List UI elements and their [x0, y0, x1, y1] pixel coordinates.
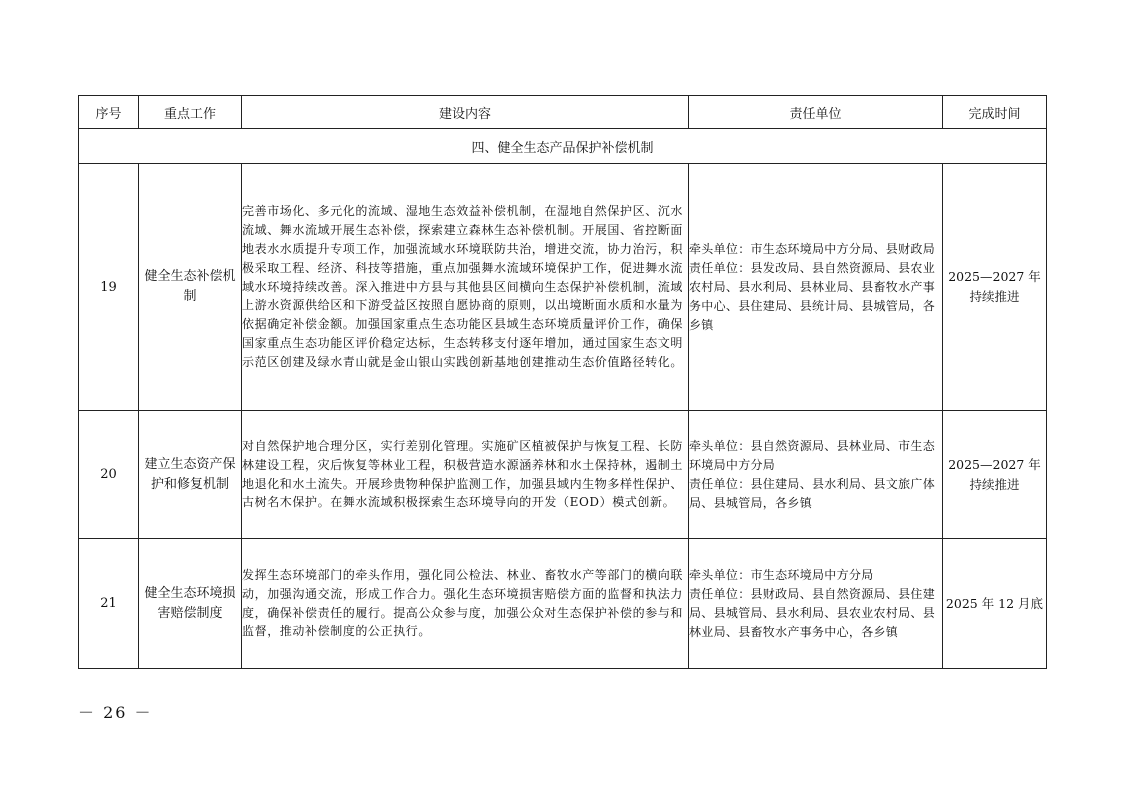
header-responsible-unit: 责任单位 — [689, 96, 943, 129]
table-row — [79, 164, 1047, 411]
table-row — [79, 411, 1047, 539]
row-responsible-unit — [689, 164, 943, 411]
header-task: 重点工作 — [139, 96, 242, 129]
lead-unit: 牵头单位：县自然资源局、县林业局、市生态环境局中方分局 — [689, 438, 936, 472]
row-task: 健全生态补偿机制 — [139, 164, 242, 411]
row-content: 完善市场化、多元化的流域、湿地生态效益补偿机制，在湿地自然保护区、沉水流域、舞水流域开展生态补偿，探索建立森林生态补偿机制。开展国、省控断面地表水水质提升专项工作，加强流域水环境联防共治，增进交流，协力治污，积极采取工程、经济、科技等措施，重点加强舞水流域环境保护工作，促进舞水流域水环境持续改善。深入推进中方县与其他县区间横向生态保护补偿机制，流域上游水资源供给区和下游受益区按照自愿协商的原则，以出境断面水质和水量为依据确定补偿金额。加强国家重点生态功能区县域生态环境质量评价工作，确保国家重点生态功能区评价稳定达标，生态转移支付逐年增加，通过国家生态文明示范区创建及绿水青山就是金山银山实践创新基地创建推动生态价值路径转化。 — [242, 164, 689, 411]
resp-unit: 责任单位：县住建局、县水利局、县文旅广体局、县城管局，各乡镇 — [689, 476, 936, 510]
row-time: 2025—2027 年持续推进 — [943, 164, 1047, 411]
section-title: 四、健全生态产品保护补偿机制 — [79, 129, 1047, 164]
row-responsible-unit — [689, 539, 943, 669]
section-row — [79, 129, 1047, 164]
header-completion-time: 完成时间 — [943, 96, 1047, 129]
lead-unit: 牵头单位：市生态环境局中方分局 — [689, 567, 874, 582]
row-content: 对自然保护地合理分区，实行差别化管理。实施矿区植被保护与恢复工程、长防林建设工程，灾后恢复等林业工程，积极营造水源涵养林和水土保持林，遏制土地退化和水土流失。开展珍贵物种保护监测工作，加强县域内生物多样性保护、古树名木保护。在舞水流域积极探索生态环境导向的开发（EOD）模式创新。 — [242, 411, 689, 539]
row-number: 20 — [79, 411, 139, 539]
row-time: 2025 年 12 月底 — [943, 539, 1047, 669]
measures-table — [78, 95, 1047, 669]
header-row — [79, 96, 1047, 129]
row-number: 19 — [79, 164, 139, 411]
table-row — [79, 539, 1047, 669]
row-content: 发挥生态环境部门的牵头作用，强化同公检法、林业、畜牧水产等部门的横向联动，加强沟通交流，形成工作合力。强化生态环境损害赔偿方面的监督和执法力度，确保补偿责任的履行。提高公众参与度，加强公众对生态保护补偿的参与和监督，推动补偿制度的公正执行。 — [242, 539, 689, 669]
header-number: 序号 — [79, 96, 139, 129]
row-number: 21 — [79, 539, 139, 669]
lead-unit: 牵头单位：市生态环境局中方分局、县财政局 — [689, 241, 936, 256]
page-number: － 26 － — [78, 703, 153, 722]
resp-unit: 责任单位：县发改局、县自然资源局、县农业农村局、县水利局、县林业局、县畜牧水产事务中心、县住建局、县统计局、县城管局，各乡镇 — [689, 260, 936, 332]
row-task: 建立生态资产保护和修复机制 — [139, 411, 242, 539]
row-time: 2025—2027 年持续推进 — [943, 411, 1047, 539]
row-responsible-unit — [689, 411, 943, 539]
header-content: 建设内容 — [242, 96, 689, 129]
resp-unit: 责任单位：县财政局、县自然资源局、县住建局、县城管局、县水利局、县农业农村局、县林业局、县畜牧水产事务中心，各乡镇 — [689, 586, 936, 639]
row-task: 健全生态环境损害赔偿制度 — [139, 539, 242, 669]
